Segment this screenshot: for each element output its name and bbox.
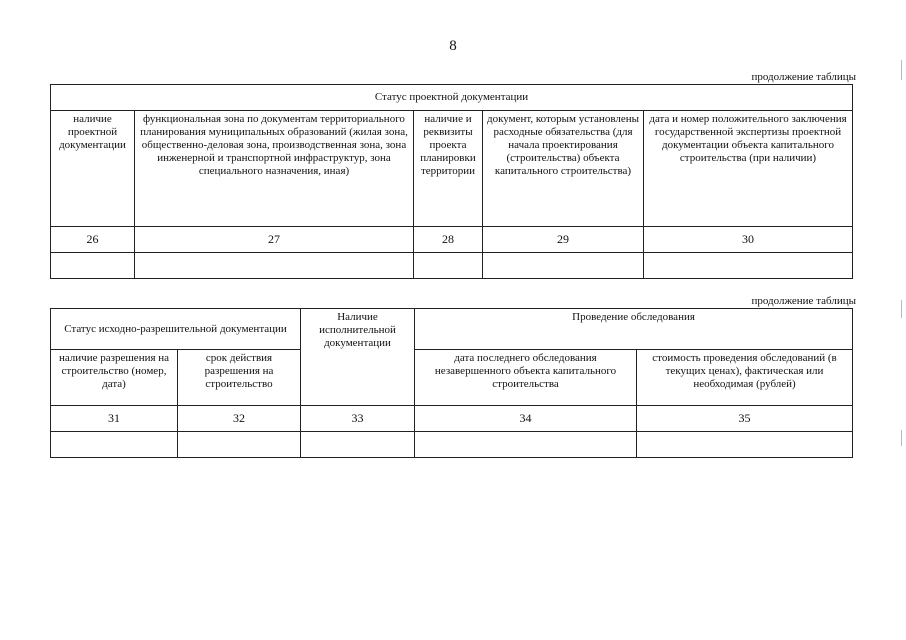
continuation-label: продолжение таблицы <box>751 295 856 307</box>
empty-cell <box>135 253 414 279</box>
empty-cell <box>483 253 644 279</box>
scan-artifact <box>901 300 902 318</box>
column-number: 26 <box>51 227 135 253</box>
column-number: 29 <box>483 227 644 253</box>
column-header: документ, которым установлены расходные обязательства (для начала проектирования (строительства) объекта капитального строительства) <box>483 111 644 227</box>
column-number: 27 <box>135 227 414 253</box>
column-header-executive-documentation: Наличие исполнительной документации <box>301 309 415 406</box>
column-header: наличие разрешения на строительство (номер, дата) <box>51 350 178 406</box>
empty-cell <box>301 432 415 458</box>
scan-artifact <box>901 60 902 80</box>
empty-cell <box>637 432 853 458</box>
column-header: стоимость проведения обследований (в текущих ценах), фактическая или необходимая (рублей) <box>637 350 853 406</box>
column-number: 32 <box>178 406 301 432</box>
column-header: наличие проектной документации <box>51 111 135 227</box>
column-number: 28 <box>414 227 483 253</box>
column-number: 33 <box>301 406 415 432</box>
column-header: функциональная зона по документам территориального планирования муниципальных образований (жилая зона, общественно-деловая зона, производственная зона, зона инженерной и транспортной инфраструктур, зона специального назначения, иная) <box>135 111 414 227</box>
group-header-permit-status: Статус исходно-разрешительной документации <box>51 309 301 350</box>
column-number: 35 <box>637 406 853 432</box>
empty-cell <box>415 432 637 458</box>
column-header: дата последнего обследования незавершенного объекта капитального строительства <box>415 350 637 406</box>
column-header: наличие и реквизиты проекта планировки территории <box>414 111 483 227</box>
empty-cell <box>414 253 483 279</box>
group-header-project-status: Статус проектной документации <box>51 85 853 111</box>
column-number: 31 <box>51 406 178 432</box>
empty-cell <box>51 253 135 279</box>
column-number: 34 <box>415 406 637 432</box>
continuation-label: продолжение таблицы <box>751 71 856 83</box>
column-header: срок действия разрешения на строительство <box>178 350 301 406</box>
permit-and-inspection-table <box>50 308 853 458</box>
column-number: 30 <box>644 227 853 253</box>
scan-artifact <box>901 430 902 446</box>
empty-cell <box>644 253 853 279</box>
group-header-inspection: Проведение обследования <box>415 309 853 350</box>
column-header: дата и номер положительного заключения государственной экспертизы проектной документации объекта капитального строительства (при наличии) <box>644 111 853 227</box>
empty-cell <box>51 432 178 458</box>
page-number: 8 <box>449 38 457 54</box>
project-documentation-table <box>50 84 853 279</box>
empty-cell <box>178 432 301 458</box>
